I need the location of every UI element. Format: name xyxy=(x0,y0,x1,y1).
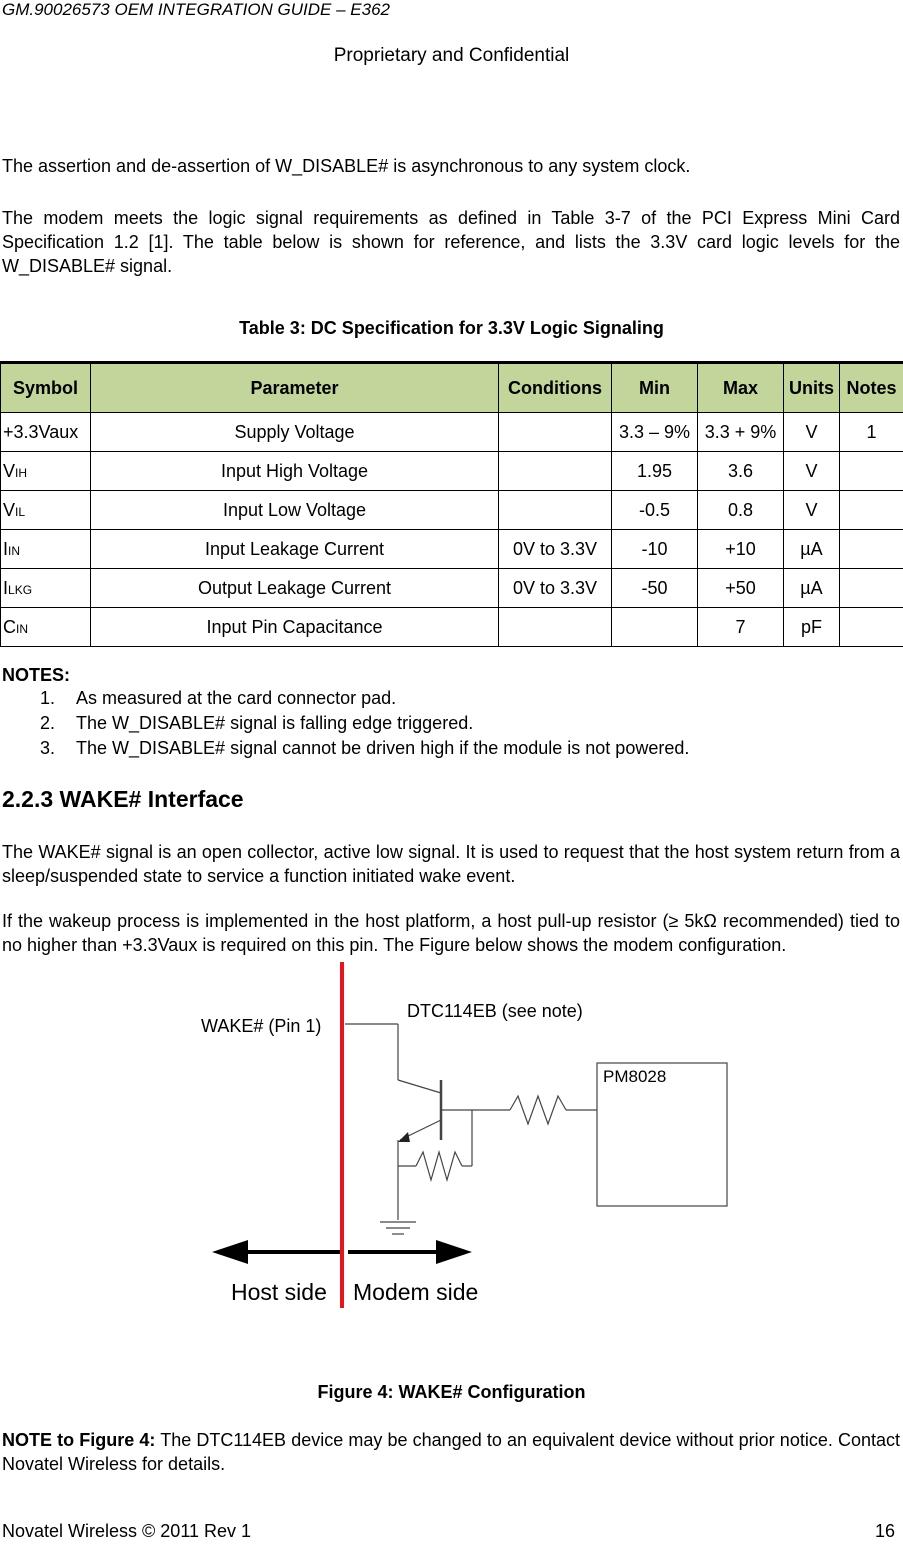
symbol-cell: +3.3Vaux xyxy=(1,413,91,452)
units-cell: V xyxy=(784,491,840,530)
paragraph-pullup: If the wakeup process is implemented in the host platform, a host pull-up resistor (≥ 5kΩ recommended) tied to no higher than +3.3Vaux is required on this pin. The Figure below shows the modem configuration. xyxy=(2,911,900,955)
min-cell: 3.3 – 9% xyxy=(612,413,698,452)
min-cell xyxy=(612,608,698,647)
table-row xyxy=(1,608,903,647)
section-heading: 2.2.3 WAKE# Interface xyxy=(2,786,244,812)
column-header: Units xyxy=(784,363,840,413)
notes-cell xyxy=(840,530,903,569)
units-cell: V xyxy=(784,413,840,452)
column-header: Symbol xyxy=(1,363,91,413)
units-cell: µA xyxy=(784,530,840,569)
note-item: 1. As measured at the card connector pad. xyxy=(40,688,397,708)
footer-copyright: Novatel Wireless © 2011 Rev 1 xyxy=(2,1521,252,1541)
modem-side-label: Modem side xyxy=(353,1279,479,1305)
wake-circuit-diagram xyxy=(0,950,903,1320)
min-cell: 1.95 xyxy=(612,452,698,491)
max-cell: 0.8 xyxy=(698,491,784,530)
parameter-cell: Input Leakage Current xyxy=(91,530,499,569)
parameter-cell: Input High Voltage xyxy=(91,452,499,491)
notes-cell xyxy=(840,608,903,647)
column-header: Max xyxy=(698,363,784,413)
ground-icon xyxy=(380,1222,416,1234)
max-cell: 3.3 + 9% xyxy=(698,413,784,452)
symbol-cell: CIN xyxy=(1,608,91,647)
table-header-row xyxy=(1,363,903,413)
table-row xyxy=(1,491,903,530)
units-cell: µA xyxy=(784,569,840,608)
symbol-cell: IIN xyxy=(1,530,91,569)
table-caption: Table 3: DC Specification for 3.3V Logic Signaling xyxy=(239,318,664,338)
table-row xyxy=(1,413,903,452)
min-cell: -50 xyxy=(612,569,698,608)
paragraph-logic-requirements: The modem meets the logic signal requirements as defined in Table 3-7 of the PCI Express Mini Card Specification 1.2 [1]. The table below is shown for reference, and lists the 3.3V card logic levels for the W_DISABLE# signal. xyxy=(2,208,900,276)
note-item: 3. The W_DISABLE# signal cannot be driven high if the module is not powered. xyxy=(40,738,690,758)
notes-heading: NOTES: xyxy=(2,665,71,685)
emitter-arrow-icon xyxy=(398,1132,410,1142)
host-side-arrow-icon xyxy=(212,1240,340,1264)
figure-note: NOTE to Figure 4: The DTC114EB device may be changed to an equivalent device without prior notice. Contact Novatel Wireless for details. xyxy=(2,1430,901,1474)
confidentiality-notice: Proprietary and Confidential xyxy=(333,45,570,66)
conditions-cell xyxy=(499,491,612,530)
notes-cell xyxy=(840,569,903,608)
conditions-cell: 0V to 3.3V xyxy=(499,530,612,569)
max-cell: 7 xyxy=(698,608,784,647)
parameter-cell: Input Pin Capacitance xyxy=(91,608,499,647)
document-title: GM.90026573 OEM INTEGRATION GUIDE – E362 xyxy=(2,0,390,19)
conditions-cell xyxy=(499,413,612,452)
table-row xyxy=(1,569,903,608)
symbol-cell: VIL xyxy=(1,491,91,530)
column-header: Min xyxy=(612,363,698,413)
dc-spec-table xyxy=(0,361,903,647)
wake-pin-label: WAKE# (Pin 1) xyxy=(201,1016,322,1036)
symbol-cell: ILKG xyxy=(1,569,91,608)
parameter-cell: Input Low Voltage xyxy=(91,491,499,530)
modem-side-arrow-icon xyxy=(348,1240,472,1264)
min-cell: -0.5 xyxy=(612,491,698,530)
column-header: Notes xyxy=(840,363,903,413)
max-cell: 3.6 xyxy=(698,452,784,491)
min-cell: -10 xyxy=(612,530,698,569)
notes-cell xyxy=(840,452,903,491)
conditions-cell xyxy=(499,452,612,491)
units-cell: pF xyxy=(784,608,840,647)
parameter-cell: Supply Voltage xyxy=(91,413,499,452)
page-number: 16 xyxy=(874,1521,895,1541)
parameter-cell: Output Leakage Current xyxy=(91,569,499,608)
note-item: 2. The W_DISABLE# signal is falling edge triggered. xyxy=(40,713,474,733)
column-header: Conditions xyxy=(499,363,612,413)
max-cell: +50 xyxy=(698,569,784,608)
chip-label: PM8028 xyxy=(603,1067,667,1086)
max-cell: +10 xyxy=(698,530,784,569)
host-side-label: Host side xyxy=(231,1279,327,1305)
figure-caption: Figure 4: WAKE# Configuration xyxy=(317,1382,586,1402)
units-cell: V xyxy=(784,452,840,491)
paragraph-wake-signal: The WAKE# signal is an open collector, active low signal. It is used to request that the host system return from a sleep/suspended state to service a function initiated wake event. xyxy=(2,842,900,886)
conditions-cell xyxy=(499,608,612,647)
symbol-cell: VIH xyxy=(1,452,91,491)
table-row xyxy=(1,452,903,491)
device-label: DTC114EB (see note) xyxy=(407,1001,583,1021)
notes-cell xyxy=(840,491,903,530)
paragraph-assertion: The assertion and de-assertion of W_DISABLE# is asynchronous to any system clock. xyxy=(2,156,691,176)
conditions-cell: 0V to 3.3V xyxy=(499,569,612,608)
table-row xyxy=(1,530,903,569)
notes-cell: 1 xyxy=(840,413,903,452)
column-header: Parameter xyxy=(91,363,499,413)
